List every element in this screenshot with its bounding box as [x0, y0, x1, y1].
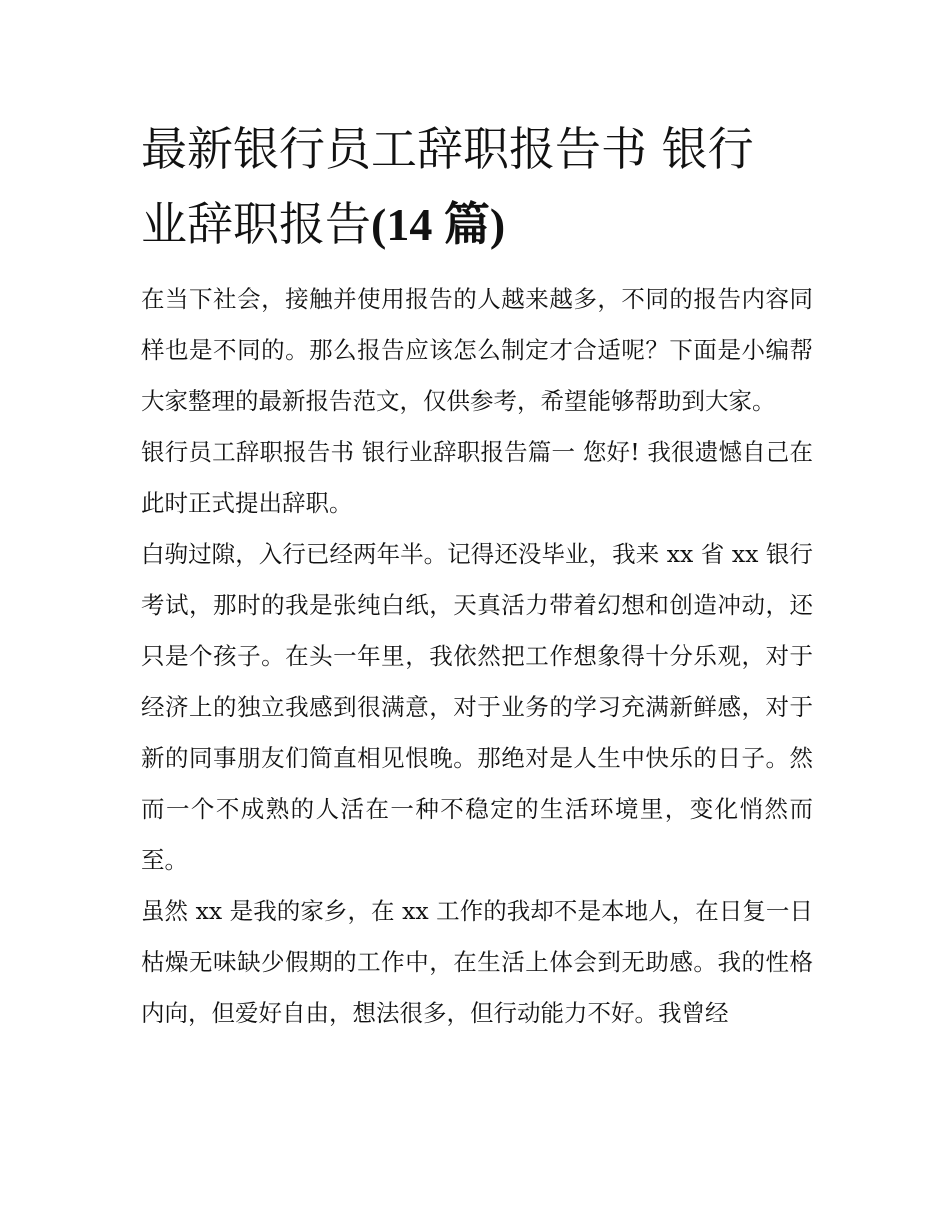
section-heading-paragraph: 银行员工辞职报告书 银行业辞职报告篇一 您好! 我很遗憾自己在此时正式提出辞职。	[141, 438, 813, 517]
body-paragraph-2: 虽然 xx 是我的家乡，在 xx 工作的我却不是本地人，在日复一日枯燥无味缺少假期的工作中，在生活上体会到无助感。我的性格内向，但爱好自由，想法很多，但行动能力不好。我曾经	[141, 897, 813, 1027]
title-line-2-suffix: (14 篇)	[371, 199, 506, 250]
intro-paragraph: 在当下社会，接触并使用报告的人越来越多，不同的报告内容同样也是不同的。那么报告应该怎么制定才合适呢？下面是小编帮大家整理的最新报告范文，仅供参考，希望能够帮助到大家。	[141, 285, 813, 415]
document-title	[141, 112, 813, 262]
title-line-1: 最新银行员工辞职报告书 银行	[141, 122, 754, 176]
body-paragraph-1: 白驹过隙，入行已经两年半。记得还没毕业，我来 xx 省 xx 银行考试，那时的我是张纯白纸，天真活力带着幻想和创造冲动，还只是个孩子。在头一年里，我依然把工作想象得十分乐观，对于经济上的独立我感到很满意，对于业务的学习充满新鲜感，对于新的同事朋友们简直相见恨晚。那绝对是人生中快乐的日子。然而一个不成熟的人活在一种不稳定的生活环境里，变化悄然而至。	[141, 540, 813, 874]
title-line-2-prefix: 业辞职报告	[141, 197, 371, 251]
document-body	[141, 112, 813, 1039]
